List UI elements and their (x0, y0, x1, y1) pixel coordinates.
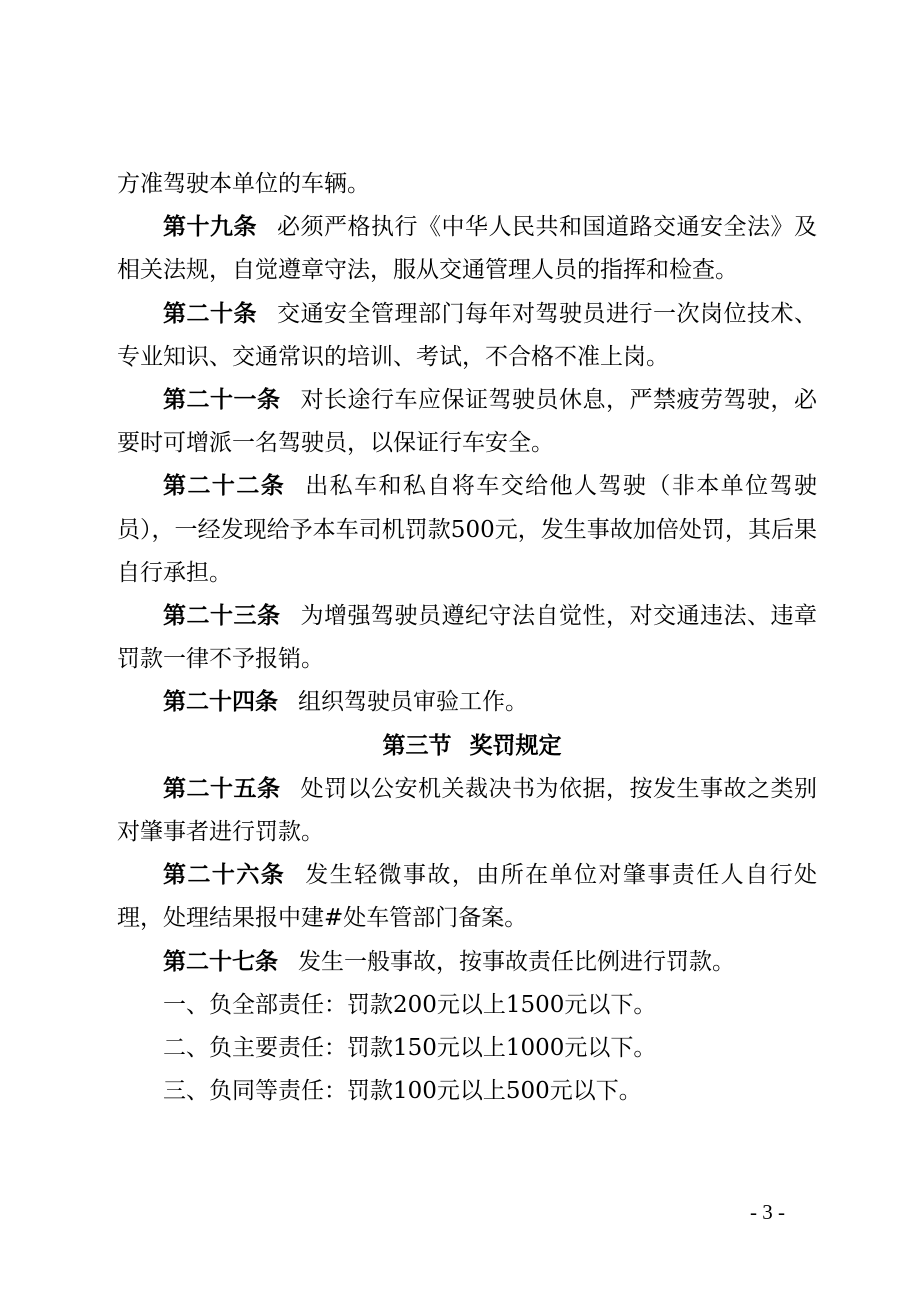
paragraph-continuation (117, 163, 817, 206)
article-text: 出私车和私自将车交给他人驾驶（非本单位驾驶员），一经发现给予本车司机罚款500元，发生事故加倍处罚，其后果自行承担。 (117, 473, 818, 586)
article-24 (117, 681, 817, 724)
article-number: 第二十六条 (163, 862, 286, 889)
section-title: 奖罚规定 (469, 732, 562, 759)
paragraph-text: 方准驾驶本单位的车辆。 (117, 171, 370, 197)
article-23 (117, 595, 817, 681)
article-26 (117, 854, 817, 940)
page-number: - 3 - (750, 1200, 785, 1224)
article-19 (117, 206, 817, 292)
article-text: 发生轻微事故，由所在单位对肇事责任人自行处理，处理结果报中建#处车管部门备案。 (117, 862, 818, 932)
section-number: 第三节 (382, 732, 452, 759)
document-body (117, 163, 817, 1113)
article-text: 组织驾驶员审验工作。 (298, 689, 528, 716)
article-number: 第二十七条 (163, 948, 278, 975)
list-item: 一、负全部责任：罚款200元以上1500元以下。 (163, 991, 657, 1018)
article-text: 为增强驾驶员遵纪守法自觉性，对交通违法、违章罚款一律不予报销。 (117, 603, 817, 673)
article-27 (117, 941, 817, 984)
article-text: 对长途行车应保证驾驶员休息，严禁疲劳驾驶，必要时可增派一名驾驶员，以保证行车安全。 (117, 387, 817, 457)
article-text: 必须严格执行《中华人民共和国道路交通安全法》及相关法规，自觉遵章守法，服从交通管理人员的指挥和检查。 (117, 214, 817, 284)
list-item: 二、负主要责任：罚款150元以上1000元以下。 (163, 1035, 657, 1062)
article-number: 第二十一条 (163, 387, 281, 414)
section-heading (117, 725, 817, 768)
article-number: 第二十二条 (163, 473, 286, 500)
article-text: 处罚以公安机关裁决书为依据，按发生事故之类别对肇事者进行罚款。 (117, 775, 817, 846)
article-number: 第二十条 (163, 300, 257, 327)
article-number: 第十九条 (163, 214, 257, 241)
article-text: 交通安全管理部门每年对驾驶员进行一次岗位技术、专业知识、交通常识的培训、考试，不合格不准上岗。 (117, 300, 817, 370)
article-21 (117, 379, 817, 465)
list-item: 三、负同等责任：罚款100元以上500元以下。 (163, 1078, 642, 1105)
article-20 (117, 293, 817, 379)
article-22 (117, 465, 817, 595)
article-25 (117, 768, 817, 854)
article-number: 第二十四条 (163, 689, 278, 716)
article-number: 第二十五条 (163, 775, 281, 802)
article-text: 发生一般事故，按事故责任比例进行罚款。 (298, 948, 735, 975)
article-number: 第二十三条 (163, 603, 281, 630)
